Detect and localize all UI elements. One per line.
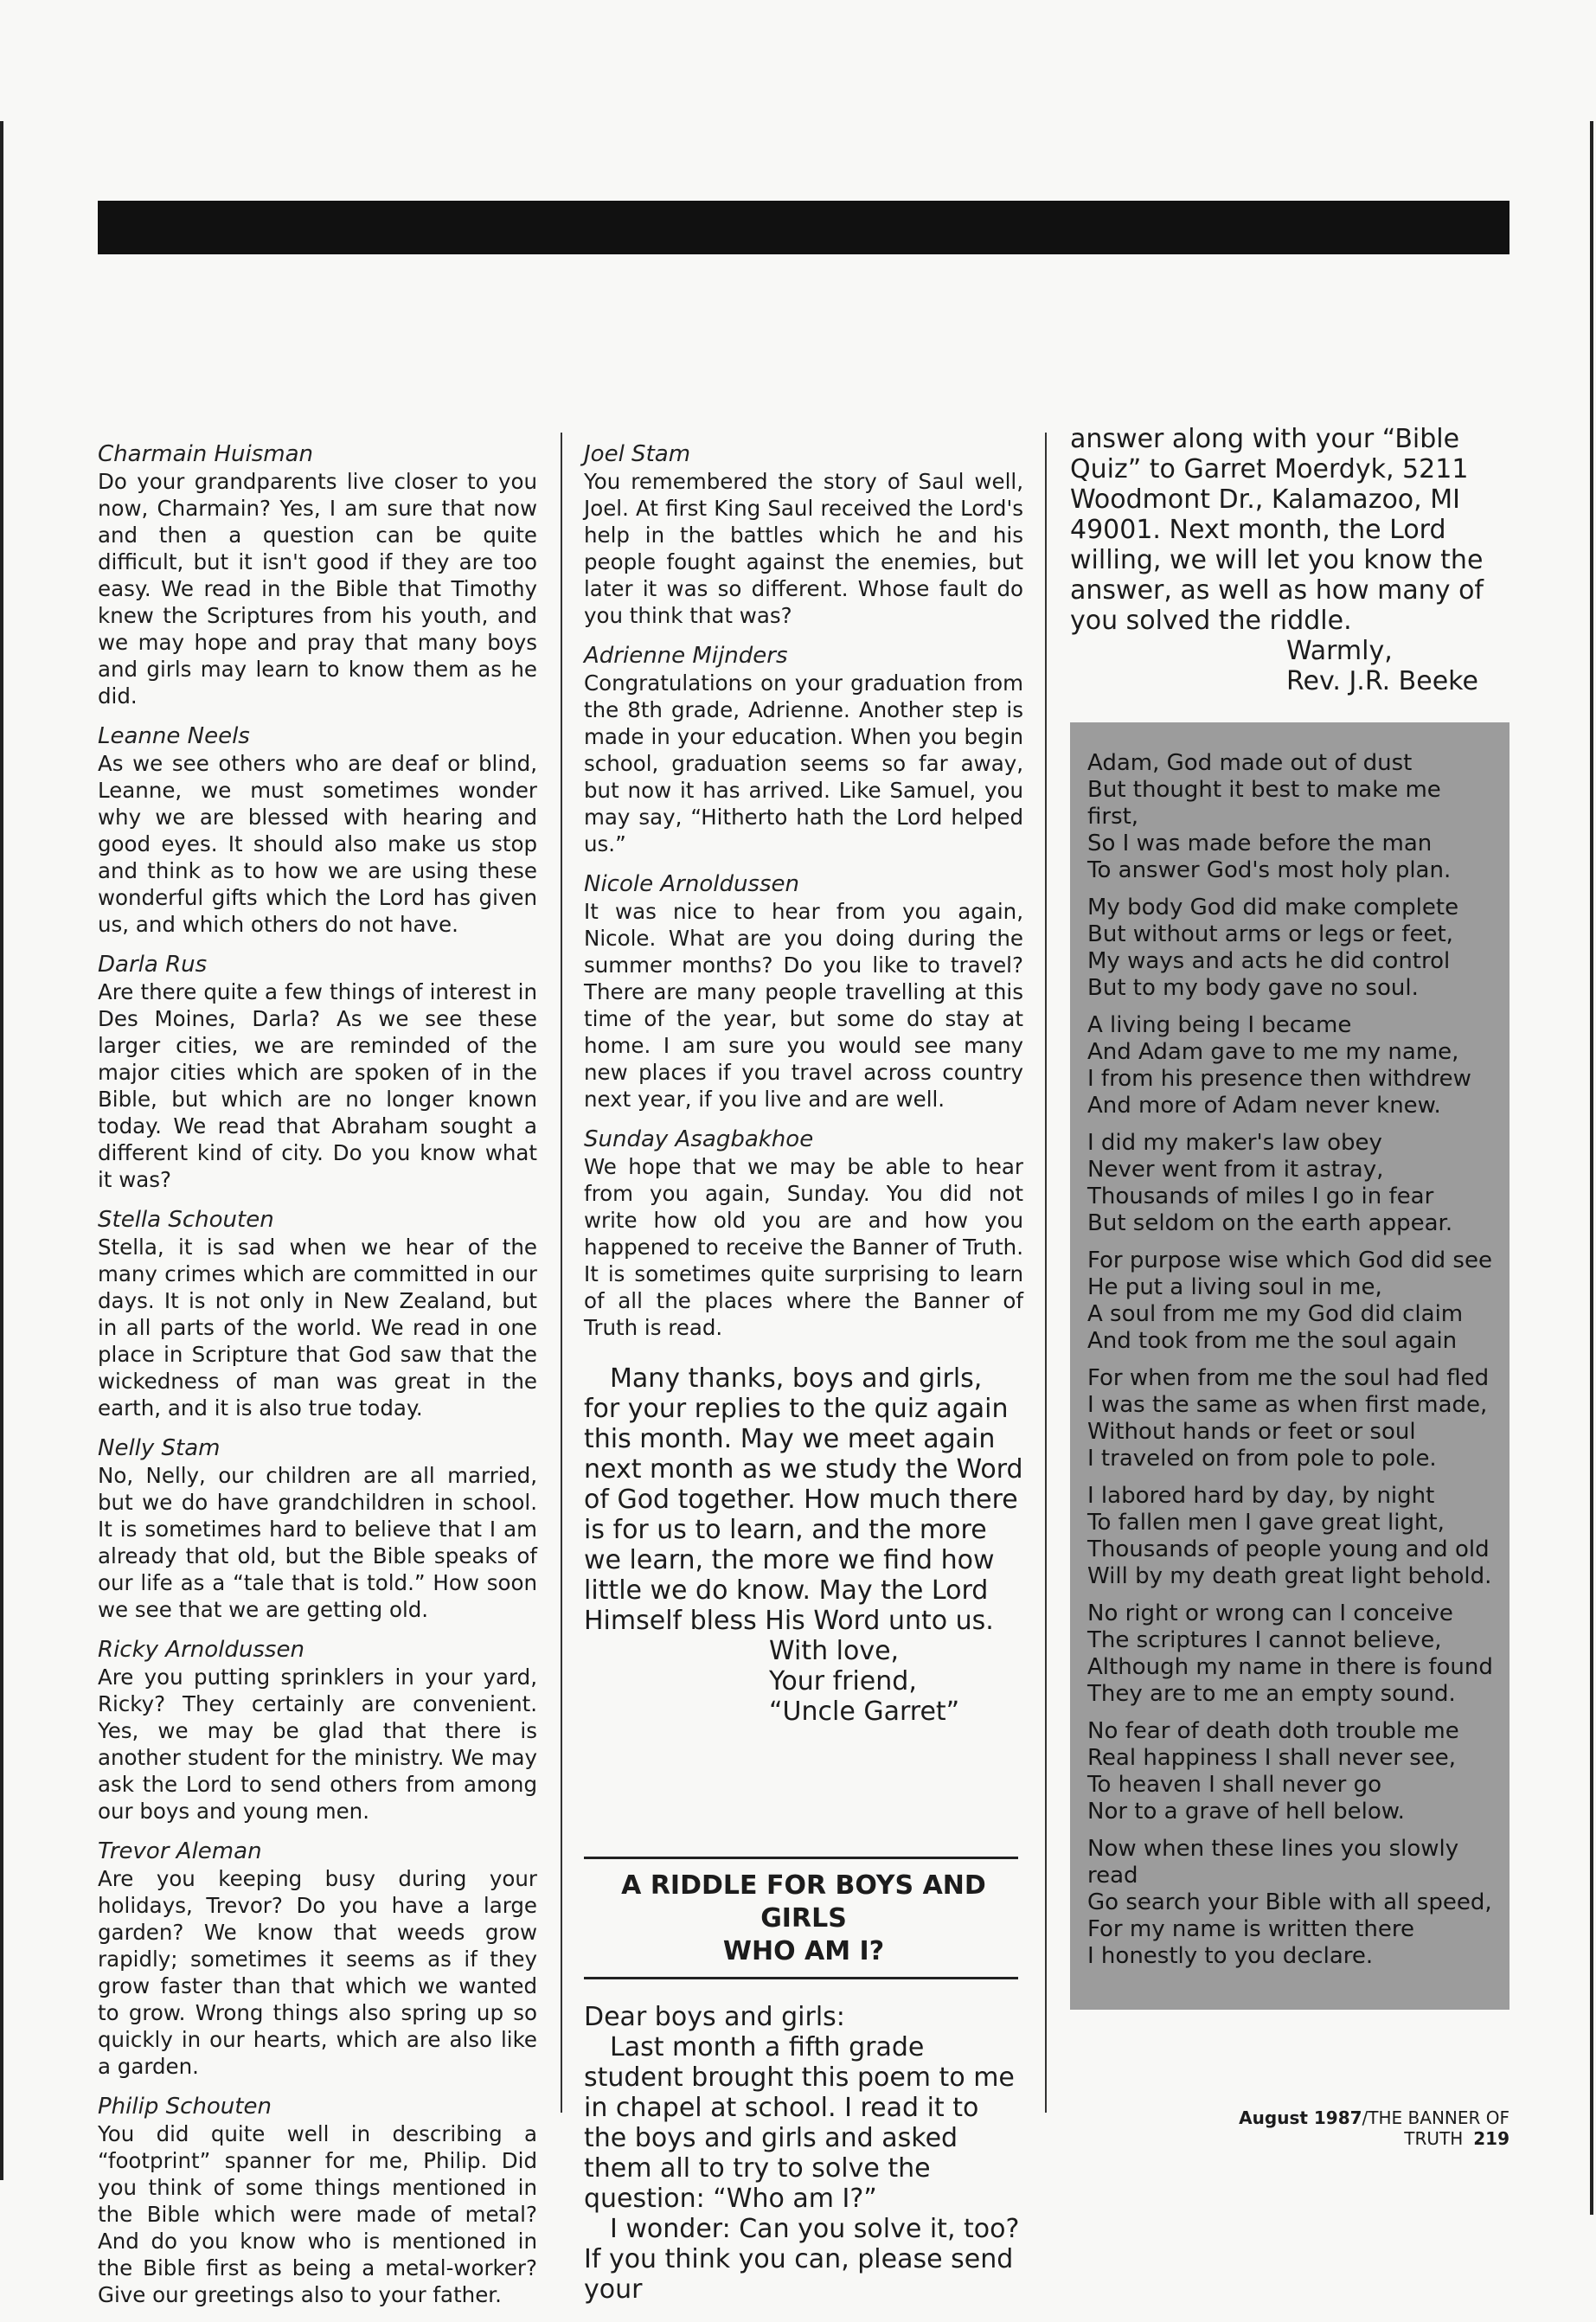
replies-column-1 bbox=[98, 441, 537, 2322]
reply-name: Philip Schouten bbox=[98, 2094, 272, 2120]
poem-line: Adam, God made out of dust bbox=[1087, 750, 1413, 776]
poem-stanza bbox=[1087, 1836, 1496, 1970]
reply-text: It was nice to hear from you again, Nicole. What are you doing during the summer months? Do you like to travel? There are many people travelling at this time of the year, but some do stay at home. I am sure you would see many new places if you travel across country next year, if you live and are well. bbox=[584, 899, 1023, 1112]
poem-line: I from his presence then withdrew bbox=[1087, 1066, 1471, 1092]
poem-line: So I was made before the man bbox=[1087, 831, 1433, 856]
poem-line: Although my name in there is found bbox=[1087, 1654, 1493, 1680]
reply-entry bbox=[584, 871, 1023, 1113]
riddle-greeting: Dear boys and girls: bbox=[584, 2002, 845, 2032]
poem-line: Real happiness I shall never see, bbox=[1087, 1745, 1457, 1771]
poem-line: No right or wrong can I conceive bbox=[1087, 1600, 1453, 1626]
reply-entry bbox=[98, 1207, 537, 1421]
reply-entry bbox=[584, 643, 1023, 857]
poem-line: They are to me an empty sound. bbox=[1087, 1681, 1456, 1707]
poem-line: Will by my death great light behold. bbox=[1087, 1563, 1492, 1589]
reply-entry bbox=[98, 952, 537, 1193]
reply-text: Are you putting sprinklers in your yard, Ricky? They certainly are convenient. Yes, we may be glad that there is another student for the ministry. We may ask the Lord to send others from among our boys and young men. bbox=[98, 1665, 537, 1824]
riddle-paragraph: I wonder: Can you solve it, too? If you think you can, please send your bbox=[584, 2214, 1020, 2305]
reply-name: Charmain Huisman bbox=[98, 441, 314, 467]
poem-line: Go search your Bible with all speed, bbox=[1087, 1889, 1492, 1915]
poem-line: For when from me the soul had fled bbox=[1087, 1365, 1490, 1391]
poem-line: I labored hard by day, by night bbox=[1087, 1483, 1435, 1509]
scan-edge-right bbox=[1590, 121, 1593, 2215]
poem-line: But without arms or legs or feet, bbox=[1087, 921, 1453, 947]
reply-name: Stella Schouten bbox=[98, 1207, 274, 1233]
reply-text: You did quite well in describing a “footprint” spanner for me, Philip. Did you think of some things mentioned in the Bible which were made of metal? And do you know who is mentioned in the Bible first as being a metal-worker? Give our greetings also to your father. bbox=[98, 2121, 537, 2307]
poem-line: And took from me the soul again bbox=[1087, 1328, 1458, 1354]
reply-text: You remembered the story of Saul well, Joel. At first King Saul received the Lord's help in the battles which he and his people fought against the enemies, but later it was so different. Whose fault do you think that was? bbox=[584, 469, 1023, 628]
riddle-poem-box bbox=[1070, 722, 1509, 2010]
poem-stanza bbox=[1087, 1600, 1496, 1708]
poem-line: To fallen men I gave great light, bbox=[1087, 1510, 1445, 1536]
poem-line: Thousands of miles I go in fear bbox=[1087, 1183, 1434, 1209]
reply-text: As we see others who are deaf or blind, Leanne, we must sometimes wonder why we are blessed with hearing and good eyes. It should also make us stop and think as to how we are using these wonderful gifts which the Lord has given us, and which others do not have. bbox=[98, 751, 537, 937]
poem-stanza bbox=[1087, 895, 1496, 1002]
reply-name: Ricky Arnoldussen bbox=[98, 1637, 304, 1663]
reply-entry bbox=[584, 1126, 1023, 1341]
reply-entry bbox=[98, 2094, 537, 2308]
poem-line: The scriptures I cannot believe, bbox=[1087, 1627, 1442, 1653]
poem-line: Without hands or feet or soul bbox=[1087, 1419, 1416, 1445]
closing-line: With love, bbox=[769, 1636, 900, 1666]
reply-text: Are there quite a few things of interest in Des Moines, Darla? As we see these larger cities, we are reminded of the major cities which are spoken of in the Bible, but which are no longer known today. We read that Abraham sought a different kind of city. Do you know what it was? bbox=[98, 979, 537, 1192]
poem-line: To answer God's most holy plan. bbox=[1087, 857, 1452, 883]
reply-text: We hope that we may be able to hear from you again, Sunday. You did not write how old you are and how you happened to receive the Banner of Truth. It is sometimes quite surprising to learn of all the places where the Banner of Truth is read. bbox=[584, 1154, 1023, 1340]
poem-line: Nor to a grave of hell below. bbox=[1087, 1799, 1405, 1825]
header-bar bbox=[98, 201, 1509, 254]
poem-stanza bbox=[1087, 1248, 1496, 1355]
poem-stanza bbox=[1087, 750, 1496, 884]
reply-entry bbox=[98, 1435, 537, 1623]
riddle-column bbox=[1070, 424, 1511, 696]
poem-stanza bbox=[1087, 1365, 1496, 1472]
reply-name: Nicole Arnoldussen bbox=[584, 871, 799, 897]
poem-line: I honestly to you declare. bbox=[1087, 1943, 1374, 1969]
poem-line: Never went from it astray, bbox=[1087, 1157, 1384, 1183]
riddle-rule-top bbox=[584, 1857, 1018, 1859]
reply-entry bbox=[98, 441, 537, 709]
poem-line: Thousands of people young and old bbox=[1087, 1536, 1490, 1562]
riddle-title-line: A RIDDLE FOR BOYS AND GIRLS bbox=[621, 1870, 986, 1934]
poem-line: I was the same as when first made, bbox=[1087, 1392, 1488, 1418]
poem-line: I did my maker's law obey bbox=[1087, 1130, 1382, 1156]
poem-line: To heaven I shall never go bbox=[1087, 1772, 1381, 1798]
poem-line: For my name is written there bbox=[1087, 1916, 1414, 1942]
reply-entry bbox=[98, 723, 537, 938]
column-rule bbox=[561, 433, 562, 2113]
poem-line: A soul from me my God did claim bbox=[1087, 1301, 1464, 1327]
reply-name: Joel Stam bbox=[584, 441, 691, 467]
poem-line: For purpose wise which God did see bbox=[1087, 1248, 1492, 1273]
poem-line: No fear of death doth trouble me bbox=[1087, 1718, 1459, 1744]
reply-entry bbox=[98, 1637, 537, 1825]
riddle-continued: answer along with your “Bible Quiz” to Garret Moerdyk, 5211 Woodmont Dr., Kalamazoo, MI 49001. Next month, the Lord willing, we will let you know the answer, as well as how many of you solved the riddle. bbox=[1070, 424, 1484, 636]
reply-name: Adrienne Mijnders bbox=[584, 643, 788, 669]
poem-line: And Adam gave to me my name, bbox=[1087, 1039, 1459, 1065]
riddle-signoff: Warmly, bbox=[1286, 636, 1393, 666]
reply-text: Congratulations on your graduation from the 8th grade, Adrienne. Another step is made in your education. When you begin school, graduation seems so far away, but now it has arrived. Like Samuel, you may say, “Hitherto hath the Lord helped us.” bbox=[584, 670, 1023, 856]
poem-line: And more of Adam never knew. bbox=[1087, 1093, 1441, 1119]
riddle-body bbox=[584, 2002, 1023, 2305]
poem-line: He put a living soul in me, bbox=[1087, 1274, 1382, 1300]
poem-line: I traveled on from pole to pole. bbox=[1087, 1446, 1437, 1472]
riddle-title bbox=[584, 1870, 1023, 1968]
poem-stanza bbox=[1087, 1130, 1496, 1237]
poem-line: But seldom on the earth appear. bbox=[1087, 1210, 1453, 1236]
poem-line: My ways and acts he did control bbox=[1087, 948, 1451, 974]
poem-line: But thought it best to make me first, bbox=[1087, 777, 1441, 830]
closing-message: Many thanks, boys and girls, for your replies to the quiz again this month. May we meet again next month as we study the Word of God together. How much there is for us to learn, and the more we learn, the more we find how little we do know. May the Lord Himself bless His Word unto us. bbox=[584, 1363, 1023, 1636]
riddle-paragraph: Last month a fifth grade student brought this poem to me in chapel at school. I read it to the boys and girls and asked them all to try to solve the question: “Who am I?” bbox=[584, 2032, 1015, 2214]
poem-line: But to my body gave no soul. bbox=[1087, 975, 1419, 1001]
poem-line: Now when these lines you slowly read bbox=[1087, 1836, 1459, 1889]
poem-stanza bbox=[1087, 1012, 1496, 1119]
closing-line: “Uncle Garret” bbox=[769, 1697, 960, 1727]
column-rule bbox=[1045, 433, 1047, 2113]
reply-text: Do your grandparents live closer to you now, Charmain? Yes, I am sure that now and then a question can be quite difficult, but it isn't good if they are too easy. We read in the Bible that Timothy knew the Scriptures from his youth, and we may hope and pray that many boys and girls may learn to know them as he did. bbox=[98, 469, 537, 709]
replies-column-2 bbox=[584, 441, 1023, 2305]
reply-name: Trevor Aleman bbox=[98, 1838, 262, 1864]
footer-publication: /THE BANNER OF TRUTH bbox=[1362, 2107, 1509, 2149]
scan-edge-left bbox=[0, 121, 3, 2180]
riddle-rule-bottom bbox=[584, 1977, 1018, 1979]
page-footer bbox=[1151, 2107, 1509, 2149]
closing-line: Your friend, bbox=[769, 1666, 917, 1697]
reply-text: Stella, it is sad when we hear of the many crimes which are committed in our days. It is not only in New Zealand, but in all parts of the world. We read in one place in Scripture that God saw that the wickedness of man was great in the earth, and it is also true today. bbox=[98, 1235, 537, 1421]
riddle-signature: Rev. J.R. Beeke bbox=[1286, 666, 1478, 696]
page-number: 219 bbox=[1473, 2128, 1509, 2149]
riddle-title-line: WHO AM I? bbox=[722, 1936, 885, 1966]
reply-text: No, Nelly, our children are all married, but we do have grandchildren in school. It is sometimes hard to believe that I am already that old, but the Bible speaks of our life as a “tale that is told.” How soon we see that we are getting old. bbox=[98, 1463, 537, 1622]
poem-line: A living being I became bbox=[1087, 1012, 1352, 1038]
reply-name: Darla Rus bbox=[98, 952, 208, 978]
poem-stanza bbox=[1087, 1483, 1496, 1590]
reply-name: Leanne Neels bbox=[98, 723, 250, 749]
reply-entry bbox=[98, 1838, 537, 2080]
poem-line: My body God did make complete bbox=[1087, 895, 1459, 920]
reply-name: Nelly Stam bbox=[98, 1435, 221, 1461]
poem-stanza bbox=[1087, 1718, 1496, 1825]
reply-entry bbox=[584, 441, 1023, 629]
reply-name: Sunday Asagbakhoe bbox=[584, 1126, 814, 1152]
reply-text: Are you keeping busy during your holidays, Trevor? Do you have a large garden? We know that weeds grow rapidly; sometimes it seems as if they grow faster than that which we wanted to grow. Wrong things also spring up so quickly in our hearts, which are also like a garden. bbox=[98, 1866, 537, 2079]
footer-date: August 1987 bbox=[1239, 2107, 1362, 2128]
